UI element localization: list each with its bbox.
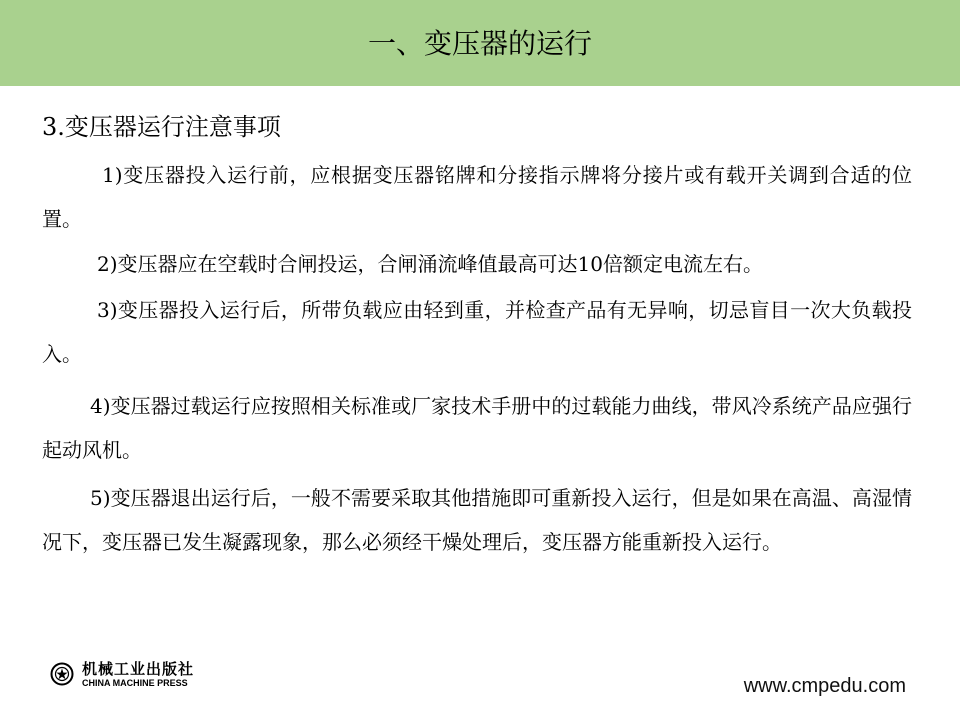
publisher-name-cn: 机械工业出版社 xyxy=(82,660,195,678)
section-heading: 3.变压器运行注意事项 xyxy=(42,113,281,141)
paragraph-2: 2)变压器应在空载时合闸投运，合闸涌流峰值最高可达10倍额定电流左右。 xyxy=(97,252,763,276)
paragraph-3: 3)变压器投入运行后，所带负载应由轻到重，并检查产品有无异响，切忌盲目一次大负载投入。 xyxy=(42,298,912,366)
publisher-logo xyxy=(50,660,250,690)
paragraph-5: 5)变压器退出运行后，一般不需要采取其他措施即可重新投入运行，但是如果在高温、高湿情况下，变压器已发生凝露现象，那么必须经干燥处理后，变压器方能重新投入运行。 xyxy=(42,486,912,554)
paragraph-4: 4)变压器过载运行应按照相关标准或厂家技术手册中的过载能力曲线，带风冷系统产品应强行起动风机。 xyxy=(42,394,912,462)
website-url: www.cmpedu.com xyxy=(743,675,906,697)
paragraph-1: 1)变压器投入运行前，应根据变压器铭牌和分接指示牌将分接片或有载开关调到合适的位置。 xyxy=(42,163,912,231)
slide-title: 一、变压器的运行 xyxy=(367,27,592,60)
publisher-name-en: CHINA MACHINE PRESS xyxy=(82,678,188,688)
publisher-emblem-icon xyxy=(50,662,74,686)
